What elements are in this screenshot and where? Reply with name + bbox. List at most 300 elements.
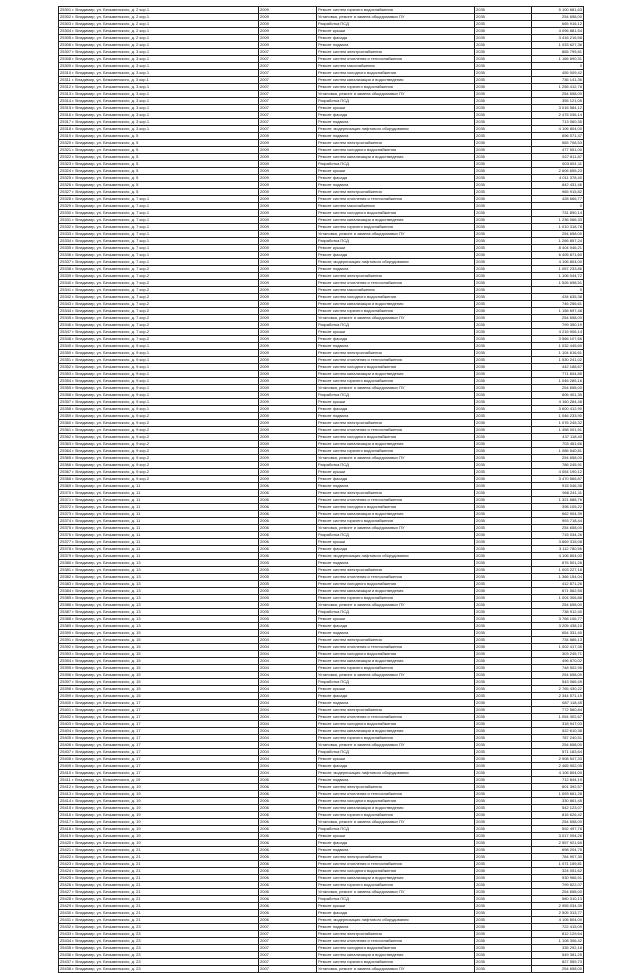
year-built-cell: 2006	[259, 532, 317, 539]
year-built-cell: 2004	[259, 749, 317, 756]
work-type-cell: Разработка ПСД	[317, 392, 475, 399]
cost-cell: 876 501,26	[532, 560, 584, 567]
planned-year-cell: 2035	[475, 105, 532, 112]
table-row	[59, 567, 584, 574]
cost-cell: 3 600 412,90	[532, 406, 584, 413]
work-type-cell: Установка, ремонт и замена общедомовых ПУ	[317, 672, 475, 679]
planned-year-cell: 2035	[475, 21, 532, 28]
address-cell: 25369 г. Владимир, ул. Безыменского, д. 11	[59, 483, 259, 490]
cost-cell: 530 966,91	[532, 875, 584, 882]
year-built-cell: 2006	[259, 504, 317, 511]
address-cell: 25327 г. Владимир, ул. Безыменского, д. 5	[59, 189, 259, 196]
work-type-cell: Ремонт фасада	[317, 910, 475, 917]
planned-year-cell: 2035	[475, 966, 532, 973]
table-row	[59, 707, 584, 714]
address-cell: 25354 г. Владимир, ул. Безыменского, д. 9 кор.1	[59, 378, 259, 385]
work-type-cell: Ремонт крыши	[317, 399, 475, 406]
address-cell: 25388 г. Владимир, ул. Безыменского, д. 13	[59, 616, 259, 623]
planned-year-cell: 2035	[475, 819, 532, 826]
address-cell: 25345 г. Владимир, ул. Безыменского, д. 7 кор.2	[59, 315, 259, 322]
address-cell: 25400 г. Владимир, ул. Безыменского, д. 17	[59, 700, 259, 707]
cost-cell: 746 256,61	[532, 301, 584, 308]
cost-cell: 398 105,22	[532, 504, 584, 511]
year-built-cell: 2004	[259, 693, 317, 700]
cost-cell: 816 626,42	[532, 812, 584, 819]
table-row	[59, 182, 584, 189]
work-type-cell: Ремонт систем электроснабжения	[317, 637, 475, 644]
table-row	[59, 21, 584, 28]
address-cell: 25358 г. Владимир, ул. Безыменского, д. 9 кор.1	[59, 406, 259, 413]
address-cell: 25318 г. Владимир, ул. Безыменского, д. 3 кор.1	[59, 126, 259, 133]
cost-cell: 799 822,07	[532, 882, 584, 889]
address-cell: 25404 г. Владимир, ул. Безыменского, д. 17	[59, 728, 259, 735]
cost-cell: 2 955 034,39	[532, 903, 584, 910]
work-type-cell: Разработка ПСД	[317, 238, 475, 245]
table-row	[59, 966, 584, 973]
cost-cell: 8 404 046,21	[532, 245, 584, 252]
planned-year-cell: 2035	[475, 735, 532, 742]
year-built-cell: 2007	[259, 126, 317, 133]
cost-cell: 437 118,40	[532, 434, 584, 441]
year-built-cell: 2009	[259, 217, 317, 224]
work-type-cell: Ремонт, модернизация лифтового оборудования	[317, 259, 475, 266]
planned-year-cell: 2035	[475, 861, 532, 868]
cost-cell: 687 118,45	[532, 700, 584, 707]
year-built-cell: 2005	[259, 609, 317, 616]
table-row	[59, 763, 584, 770]
year-built-cell: 2006	[259, 833, 317, 840]
year-built-cell: 2006	[259, 854, 317, 861]
table-row	[59, 350, 584, 357]
work-type-cell: Ремонт систем горячего водоснабжения	[317, 308, 475, 315]
year-built-cell: 2006	[259, 868, 317, 875]
address-cell: 25378 г. Владимир, ул. Безыменского, д. 11	[59, 546, 259, 553]
work-type-cell: Ремонт систем холодного водоснабжения	[317, 798, 475, 805]
planned-year-cell: 2035	[475, 721, 532, 728]
cost-cell: 254 658,00	[532, 889, 584, 896]
work-type-cell: Ремонт подвала	[317, 483, 475, 490]
planned-year-cell: 2035	[475, 70, 532, 77]
table-row	[59, 322, 584, 329]
year-built-cell: 2006	[259, 847, 317, 854]
planned-year-cell: 2035	[475, 336, 532, 343]
address-cell: 25419 г. Владимир, ул. Безыменского, д. 19	[59, 833, 259, 840]
work-type-cell: Ремонт подвала	[317, 266, 475, 273]
planned-year-cell: 2035	[475, 679, 532, 686]
work-type-cell: Ремонт подвала	[317, 700, 475, 707]
work-type-cell: Ремонт систем горячего водоснабжения	[317, 224, 475, 231]
cost-cell: 4 106 804,00	[532, 917, 584, 924]
cost-cell: 698 204,75	[532, 847, 584, 854]
address-cell: 25328 г. Владимир, ул. Безыменского, д. 7 кор.1	[59, 196, 259, 203]
address-cell: 25431 г. Владимир, ул. Безыменского, д. 21	[59, 917, 259, 924]
address-cell: 25415 г. Владимир, ул. Безыменского, д. 19	[59, 805, 259, 812]
work-type-cell: Ремонт систем горячего водоснабжения	[317, 735, 475, 742]
planned-year-cell: 2035	[475, 959, 532, 966]
year-built-cell: 2009	[259, 427, 317, 434]
work-type-cell: Ремонт систем электроснабжения	[317, 784, 475, 791]
address-cell: 25303 г. Владимир, ул. Безыменского, д. 2 кор.1	[59, 21, 259, 28]
work-type-cell: Разработка ПСД	[317, 749, 475, 756]
cost-cell: 2 908 547,33	[532, 756, 584, 763]
table-row	[59, 154, 584, 161]
table-row	[59, 511, 584, 518]
planned-year-cell: 2035	[475, 448, 532, 455]
address-cell: 25374 г. Владимир, ул. Безыменского, д. 11	[59, 518, 259, 525]
table-row	[59, 854, 584, 861]
address-cell: 25321 г. Владимир, ул. Безыменского, д. 5	[59, 147, 259, 154]
work-type-cell: Ремонт систем холодного водоснабжения	[317, 868, 475, 875]
planned-year-cell: 2035	[475, 224, 532, 231]
work-type-cell: Ремонт систем электроснабжения	[317, 707, 475, 714]
table-row	[59, 539, 584, 546]
table-row	[59, 266, 584, 273]
table-row	[59, 91, 584, 98]
cost-cell: 412 871,26	[532, 581, 584, 588]
table-row	[59, 819, 584, 826]
cost-cell: 842 431,46	[532, 182, 584, 189]
address-cell: 25353 г. Владимир, ул. Безыменского, д. 9 кор.1	[59, 371, 259, 378]
table-row	[59, 112, 584, 119]
work-type-cell: Ремонт систем электроснабжения	[317, 420, 475, 427]
address-cell: 25428 г. Владимир, ул. Безыменского, д. 21	[59, 896, 259, 903]
year-built-cell: 2009	[259, 322, 317, 329]
table-row	[59, 238, 584, 245]
planned-year-cell: 2035	[475, 455, 532, 462]
table-row	[59, 560, 584, 567]
year-built-cell: 2009	[259, 42, 317, 49]
address-cell: 25349 г. Владимир, ул. Безыменского, д. 9 кор.1	[59, 343, 259, 350]
planned-year-cell: 2035	[475, 182, 532, 189]
table-row	[59, 728, 584, 735]
address-cell: 25401 г. Владимир, ул. Безыменского, д. 17	[59, 707, 259, 714]
cost-cell: 254 658,00	[532, 602, 584, 609]
year-built-cell: 2006	[259, 539, 317, 546]
address-cell: 25315 г. Владимир, ул. Безыменского, д. 3 кор.1	[59, 105, 259, 112]
address-cell: 25389 г. Владимир, ул. Безыменского, д. 13	[59, 623, 259, 630]
table-row	[59, 805, 584, 812]
address-cell: 25365 г. Владимир, ул. Безыменского, д. 9 кор.2	[59, 455, 259, 462]
address-cell: 25323 г. Владимир, ул. Безыменского, д. 5	[59, 161, 259, 168]
cost-cell: 1 086 540,81	[532, 448, 584, 455]
planned-year-cell: 2035	[475, 882, 532, 889]
table-row	[59, 420, 584, 427]
year-built-cell: 2005	[259, 623, 317, 630]
cost-cell: 330 861,45	[532, 798, 584, 805]
planned-year-cell: 2035	[475, 693, 532, 700]
address-cell: 25384 г. Владимир, ул. Безыменского, д. 13	[59, 588, 259, 595]
year-built-cell: 2006	[259, 518, 317, 525]
table-row	[59, 371, 584, 378]
address-cell: 25310 г. Владимир, ул. Безыменского, д. 3 кор.1	[59, 70, 259, 77]
cost-cell: 1 004 306,88	[532, 595, 584, 602]
address-cell: 25437 г. Владимир, ул. Безыменского, д. 23	[59, 959, 259, 966]
work-type-cell: Ремонт систем холодного водоснабжения	[317, 581, 475, 588]
year-built-cell: 2006	[259, 511, 317, 518]
table-row	[59, 364, 584, 371]
address-cell: 25422 г. Владимир, ул. Безыменского, д. 21	[59, 854, 259, 861]
year-built-cell: 2007	[259, 105, 317, 112]
planned-year-cell: 2035	[475, 728, 532, 735]
planned-year-cell: 2035	[475, 399, 532, 406]
year-built-cell: 2005	[259, 602, 317, 609]
cost-cell: 355 121,05	[532, 98, 584, 105]
cost-cell: 1 526 698,51	[532, 280, 584, 287]
cost-cell: 748 502,96	[532, 665, 584, 672]
year-built-cell: 2009	[259, 189, 317, 196]
year-built-cell: 2007	[259, 959, 317, 966]
address-cell: 25366 г. Владимир, ул. Безыменского, д. 9 кор.2	[59, 462, 259, 469]
cost-cell: 865 795,81	[532, 49, 584, 56]
year-built-cell: 2004	[259, 707, 317, 714]
planned-year-cell: 2035	[475, 287, 532, 294]
year-built-cell: 2006	[259, 840, 317, 847]
cost-cell: 2 505 313,77	[532, 910, 584, 917]
year-built-cell: 2009	[259, 329, 317, 336]
work-type-cell: Разработка ПСД	[317, 161, 475, 168]
address-cell: 25343 г. Владимир, ул. Безыменского, д. 7 кор.2	[59, 301, 259, 308]
year-built-cell: 2004	[259, 630, 317, 637]
address-cell: 25330 г. Владимир, ул. Безыменского, д. 7 кор.1	[59, 210, 259, 217]
work-type-cell: Ремонт систем отопления и теплоснабжения	[317, 56, 475, 63]
table-row	[59, 875, 584, 882]
year-built-cell: 2004	[259, 672, 317, 679]
planned-year-cell: 2035	[475, 889, 532, 896]
cost-cell: 784 907,30	[532, 854, 584, 861]
table-row	[59, 700, 584, 707]
planned-year-cell: 2035	[475, 175, 532, 182]
work-type-cell: Ремонт крыши	[317, 329, 475, 336]
table-row	[59, 623, 584, 630]
planned-year-cell: 2035	[475, 644, 532, 651]
work-type-cell: Ремонт систем электроснабжения	[317, 49, 475, 56]
address-cell: 25405 г. Владимир, ул. Безыменского, д. 17	[59, 735, 259, 742]
table-row	[59, 588, 584, 595]
planned-year-cell: 2035	[475, 476, 532, 483]
cost-cell: 1 108 306,42	[532, 938, 584, 945]
year-built-cell: 2006	[259, 784, 317, 791]
cost-cell: 703 451,66	[532, 441, 584, 448]
address-cell: 25395 г. Владимир, ул. Безыменского, д. 15	[59, 665, 259, 672]
year-built-cell: 2009	[259, 273, 317, 280]
address-cell: 25351 г. Владимир, ул. Безыменского, д. 9 кор.1	[59, 357, 259, 364]
year-built-cell: 2009	[259, 371, 317, 378]
work-type-cell: Ремонт систем канализации и водоотведения	[317, 875, 475, 882]
address-cell: 25314 г. Владимир, ул. Безыменского, д. 3 кор.1	[59, 98, 259, 105]
table-row	[59, 574, 584, 581]
work-type-cell: Ремонт систем электроснабжения	[317, 490, 475, 497]
address-cell: 25360 г. Владимир, ул. Безыменского, д. 9 кор.2	[59, 420, 259, 427]
year-built-cell: 2009	[259, 413, 317, 420]
cost-cell: 565 708,53	[532, 140, 584, 147]
planned-year-cell: 2035	[475, 777, 532, 784]
table-row	[59, 259, 584, 266]
work-type-cell: Ремонт систем канализации и водоотведения	[317, 441, 475, 448]
work-type-cell: Установка, ремонт и замена общедомовых ПУ	[317, 889, 475, 896]
planned-year-cell: 2035	[475, 315, 532, 322]
table-row	[59, 490, 584, 497]
table-row	[59, 343, 584, 350]
work-type-cell: Ремонт систем канализации и водоотведения	[317, 728, 475, 735]
planned-year-cell: 2035	[475, 714, 532, 721]
address-cell: 25387 г. Владимир, ул. Безыменского, д. 13	[59, 609, 259, 616]
table-row	[59, 525, 584, 532]
year-built-cell: 2004	[259, 651, 317, 658]
address-cell: 25406 г. Владимир, ул. Безыменского, д. 17	[59, 742, 259, 749]
work-type-cell: Разработка ПСД	[317, 679, 475, 686]
planned-year-cell: 2035	[475, 392, 532, 399]
work-type-cell: Ремонт систем электроснабжения	[317, 140, 475, 147]
work-type-cell: Разработка ПСД	[317, 462, 475, 469]
planned-year-cell: 2035	[475, 798, 532, 805]
year-built-cell: 2009	[259, 441, 317, 448]
cost-cell: 254 658,00	[532, 315, 584, 322]
year-built-cell: 2009	[259, 343, 317, 350]
year-built-cell: 2009	[259, 448, 317, 455]
work-type-cell: Ремонт фасада	[317, 112, 475, 119]
table-row	[59, 84, 584, 91]
planned-year-cell: 2035	[475, 406, 532, 413]
cost-cell: 1 236 066,33	[532, 217, 584, 224]
year-built-cell: 2009	[259, 14, 317, 21]
cost-cell: 254 658,00	[532, 455, 584, 462]
planned-year-cell: 2035	[475, 686, 532, 693]
cost-cell: 549 381,25	[532, 952, 584, 959]
planned-year-cell: 2035	[475, 567, 532, 574]
planned-year-cell: 2035	[475, 910, 532, 917]
table-row	[59, 70, 584, 77]
cost-cell: 0	[532, 63, 584, 70]
planned-year-cell: 2035	[475, 623, 532, 630]
table-row	[59, 882, 584, 889]
cost-cell: 1 530 241,02	[532, 357, 584, 364]
table-row	[59, 217, 584, 224]
cost-cell: 3 016 584,12	[532, 105, 584, 112]
address-cell: 25391 г. Владимир, ул. Безыменского, д. 15	[59, 637, 259, 644]
table-row	[59, 672, 584, 679]
work-type-cell: Ремонт систем холодного водоснабжения	[317, 945, 475, 952]
planned-year-cell: 2035	[475, 945, 532, 952]
planned-year-cell: 2035	[475, 854, 532, 861]
table-row	[59, 469, 584, 476]
cost-cell: 2 765 430,22	[532, 686, 584, 693]
planned-year-cell: 2035	[475, 609, 532, 616]
planned-year-cell: 2035	[475, 168, 532, 175]
table-row	[59, 742, 584, 749]
year-built-cell: 2004	[259, 770, 317, 777]
planned-year-cell: 2035	[475, 364, 532, 371]
cost-cell: 335 292,18	[532, 945, 584, 952]
work-type-cell: Ремонт систем канализации и водоотведения	[317, 658, 475, 665]
work-type-cell: Ремонт фасада	[317, 840, 475, 847]
cost-cell: 1 104 616,61	[532, 350, 584, 357]
address-cell: 25381 г. Владимир, ул. Безыменского, д. 13	[59, 567, 259, 574]
planned-year-cell: 2035	[475, 280, 532, 287]
planned-year-cell: 2035	[475, 637, 532, 644]
year-built-cell: 2004	[259, 756, 317, 763]
table-row	[59, 924, 584, 931]
year-built-cell: 2004	[259, 714, 317, 721]
planned-year-cell: 2035	[475, 308, 532, 315]
year-built-cell: 2007	[259, 938, 317, 945]
address-cell: 25337 г. Владимир, ул. Безыменского, д. 7 кор.1	[59, 259, 259, 266]
year-built-cell: 2009	[259, 469, 317, 476]
work-type-cell: Ремонт систем отопления и теплоснабжения	[317, 714, 475, 721]
table-row	[59, 392, 584, 399]
address-cell: 25377 г. Владимир, ул. Безыменского, д. 11	[59, 539, 259, 546]
year-built-cell: 2006	[259, 805, 317, 812]
cost-cell: 4 106 804,00	[532, 553, 584, 560]
year-built-cell: 2005	[259, 588, 317, 595]
year-built-cell: 2004	[259, 665, 317, 672]
table-row	[59, 168, 584, 175]
work-type-cell: Ремонт систем отопления и теплоснабжения	[317, 357, 475, 364]
work-type-cell: Ремонт систем холодного водоснабжения	[317, 651, 475, 658]
address-cell: 25376 г. Владимир, ул. Безыменского, д. 11	[59, 532, 259, 539]
address-cell: 25410 г. Владимир, ул. Безыменского, д. 17	[59, 770, 259, 777]
cost-cell: 1 093 661,28	[532, 791, 584, 798]
year-built-cell: 2006	[259, 483, 317, 490]
address-cell: 25356 г. Владимир, ул. Безыменского, д. 9 кор.1	[59, 392, 259, 399]
cost-cell: 2 557 921,60	[532, 840, 584, 847]
table-row	[59, 483, 584, 490]
table-row	[59, 42, 584, 49]
planned-year-cell: 2035	[475, 938, 532, 945]
cost-cell: 786 245,91	[532, 462, 584, 469]
cost-cell: 715 034,26	[532, 532, 584, 539]
year-built-cell: 2009	[259, 301, 317, 308]
work-type-cell: Установка, ремонт и замена общедомовых ПУ	[317, 231, 475, 238]
year-built-cell: 2009	[259, 252, 317, 259]
work-type-cell: Ремонт систем отопления и теплоснабжения	[317, 427, 475, 434]
table-row	[59, 378, 584, 385]
year-built-cell: 2009	[259, 168, 317, 175]
work-type-cell: Разработка ПСД	[317, 21, 475, 28]
address-cell: 25430 г. Владимир, ул. Безыменского, д. 21	[59, 910, 259, 917]
table-row	[59, 945, 584, 952]
table-row	[59, 441, 584, 448]
address-cell: 25409 г. Владимир, ул. Безыменского, д. 17	[59, 763, 259, 770]
planned-year-cell: 2035	[475, 672, 532, 679]
year-built-cell: 2007	[259, 931, 317, 938]
cost-cell: 254 658,00	[532, 672, 584, 679]
table-row	[59, 518, 584, 525]
cost-cell: 4 054 190,12	[532, 469, 584, 476]
year-built-cell: 2005	[259, 581, 317, 588]
cost-cell: 801 392,57	[532, 784, 584, 791]
address-cell: 25361 г. Владимир, ул. Безыменского, д. 9 кор.2	[59, 427, 259, 434]
table-row	[59, 273, 584, 280]
address-cell: 25347 г. Владимир, ул. Безыменского, д. 7 кор.2	[59, 329, 259, 336]
year-built-cell: 2006	[259, 882, 317, 889]
year-built-cell: 2009	[259, 154, 317, 161]
cost-cell: 254 658,00	[532, 14, 584, 21]
address-cell: 25423 г. Владимир, ул. Безыменского, д. 21	[59, 861, 259, 868]
address-cell: 25367 г. Владимир, ул. Безыменского, д. 9 кор.2	[59, 469, 259, 476]
planned-year-cell: 2035	[475, 812, 532, 819]
planned-year-cell: 2035	[475, 441, 532, 448]
planned-year-cell: 2035	[475, 42, 532, 49]
address-cell: 25394 г. Владимир, ул. Безыменского, д. 15	[59, 658, 259, 665]
work-type-cell: Ремонт, модернизация лифтового оборудования	[317, 553, 475, 560]
planned-year-cell: 2035	[475, 840, 532, 847]
year-built-cell: 2006	[259, 777, 317, 784]
table-row	[59, 756, 584, 763]
cost-cell: 3 416 216,58	[532, 35, 584, 42]
cost-cell: 1 076 245,32	[532, 420, 584, 427]
work-type-cell: Ремонт подвала	[317, 343, 475, 350]
address-cell: 25427 г. Владимир, ул. Безыменского, д. 21	[59, 889, 259, 896]
